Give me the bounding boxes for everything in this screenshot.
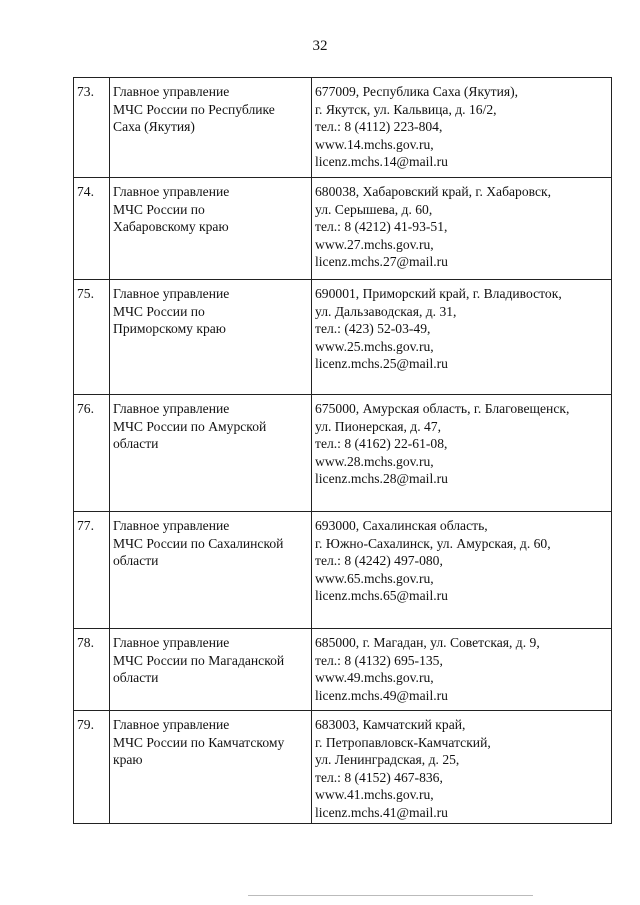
department-name: Главное управление МЧС России по Магаданской области bbox=[110, 629, 312, 711]
table-row bbox=[74, 512, 612, 629]
row-number: 79. bbox=[74, 711, 110, 824]
row-number: 76. bbox=[74, 395, 110, 512]
row-number: 74. bbox=[74, 178, 110, 280]
department-name: Главное управление МЧС России по Хабаровскому краю bbox=[110, 178, 312, 280]
row-number: 75. bbox=[74, 280, 110, 395]
row-number: 77. bbox=[74, 512, 110, 629]
row-number: 73. bbox=[74, 78, 110, 178]
contacts-table bbox=[73, 77, 612, 824]
table-row bbox=[74, 178, 612, 280]
department-name: Главное управление МЧС России по Камчатскому краю bbox=[110, 711, 312, 824]
department-name: Главное управление МЧС России по Республике Саха (Якутия) bbox=[110, 78, 312, 178]
table-row bbox=[74, 711, 612, 824]
table-row bbox=[74, 280, 612, 395]
table-row bbox=[74, 395, 612, 512]
department-contacts: 690001, Приморский край, г. Владивосток, ул. Дальзаводская, д. 31, тел.: (423) 52-03-49, www.25.mchs.gov.ru, licenz.mchs.25@mail.ru bbox=[312, 280, 612, 395]
department-name: Главное управление МЧС России по Сахалинской области bbox=[110, 512, 312, 629]
department-contacts: 680038, Хабаровский край, г. Хабаровск, ул. Серышева, д. 60, тел.: 8 (4212) 41-93-51, www.27.mchs.gov.ru, licenz.mchs.27@mail.ru bbox=[312, 178, 612, 280]
table-row bbox=[74, 78, 612, 178]
department-contacts: 693000, Сахалинская область, г. Южно-Сахалинск, ул. Амурская, д. 60, тел.: 8 (4242) 497-080, www.65.mchs.gov.ru, licenz.mchs.65@mail.ru bbox=[312, 512, 612, 629]
department-name: Главное управление МЧС России по Амурской области bbox=[110, 395, 312, 512]
scan-edge-line bbox=[248, 895, 533, 896]
department-name: Главное управление МЧС России по Приморскому краю bbox=[110, 280, 312, 395]
row-number: 78. bbox=[74, 629, 110, 711]
table-row bbox=[74, 629, 612, 711]
department-contacts: 677009, Республика Саха (Якутия), г. Якутск, ул. Кальвица, д. 16/2, тел.: 8 (4112) 223-804, www.14.mchs.gov.ru, licenz.mchs.14@mail.ru bbox=[312, 78, 612, 178]
department-contacts: 675000, Амурская область, г. Благовещенск, ул. Пионерская, д. 47, тел.: 8 (4162) 22-61-08, www.28.mchs.gov.ru, licenz.mchs.28@mail.ru bbox=[312, 395, 612, 512]
department-contacts: 685000, г. Магадан, ул. Советская, д. 9, тел.: 8 (4132) 695-135, www.49.mchs.gov.ru, licenz.mchs.49@mail.ru bbox=[312, 629, 612, 711]
page-number: 32 bbox=[312, 38, 328, 54]
department-contacts: 683003, Камчатский край, г. Петропавловск-Камчатский, ул. Ленинградская, д. 25, тел.: 8 (4152) 467-836, www.41.mchs.gov.ru, licenz.mchs.41@mail.ru bbox=[312, 711, 612, 824]
